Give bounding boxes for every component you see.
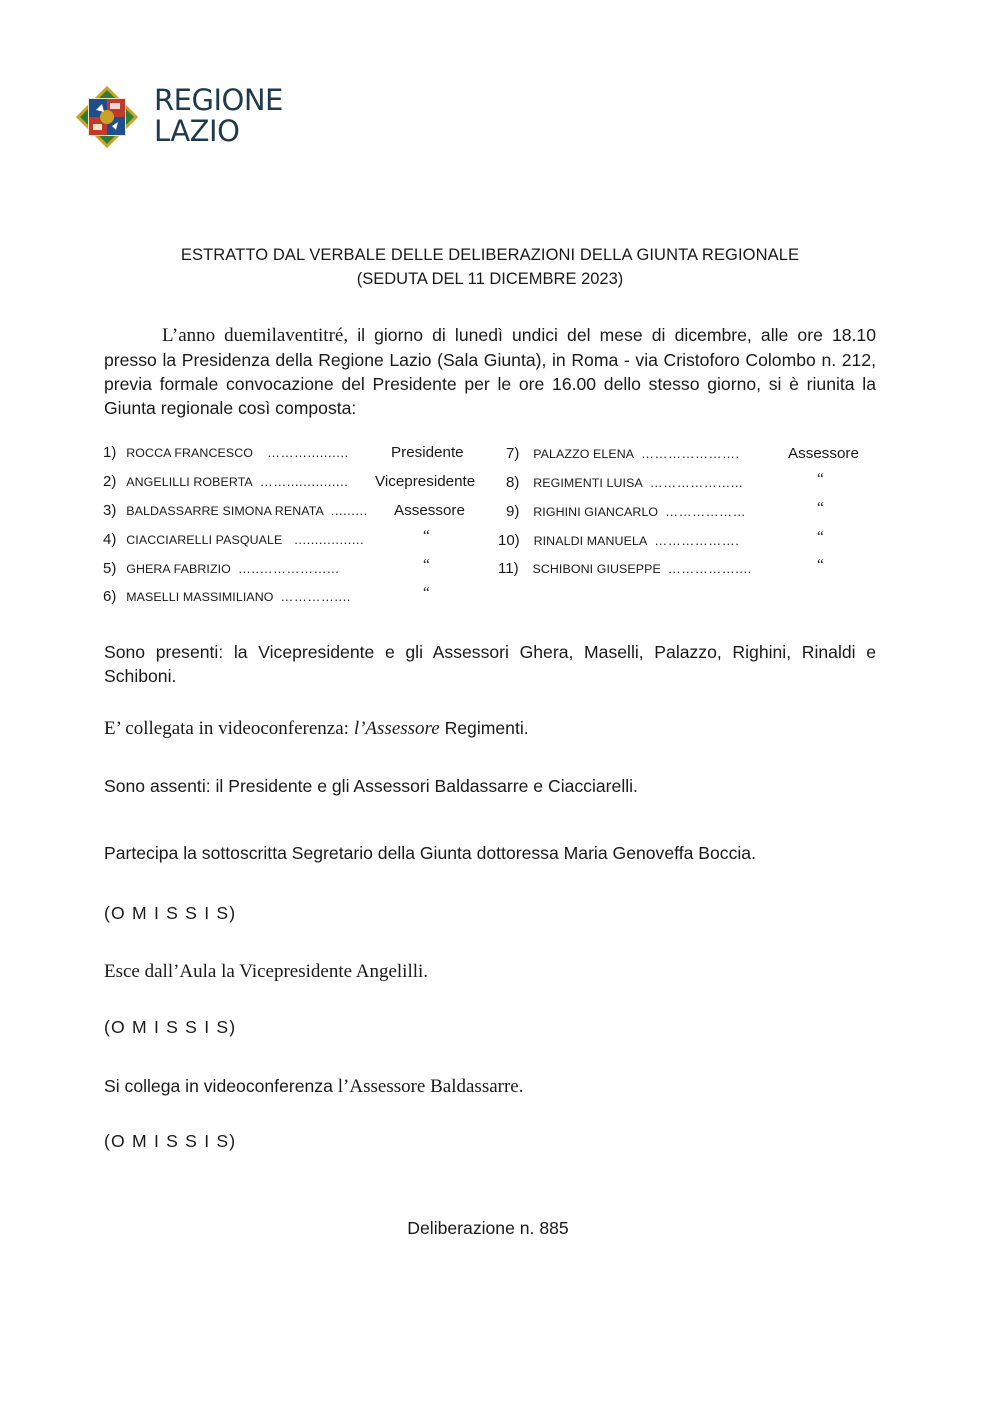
member-row (506, 470, 824, 491)
member-number: 8) (506, 474, 520, 491)
member-name: SCHIBONI GIUSEPPE (532, 562, 661, 576)
member-name: MASELLI MASSIMILIANO (126, 590, 274, 604)
logo-line-1: REGIONE (154, 83, 283, 117)
member-name: ANGELILLI ROBERTA (126, 475, 253, 489)
member-name: REGIMENTI LUISA (533, 476, 643, 490)
intro-text: il giorno di lunedì undici del mese di dicembre, alle ore 18.10 presso la Presidenza della Regione Lazio (Sala Giunta), in Roma - via Cristoforo Colombo n. 212, previa formale convocazione del Presidente per le ore 16.00 dello stesso giorno, si è riunita la Giunta regionale così composta: (104, 325, 876, 418)
partecipa-paragraph: Partecipa la sottoscritta Segretario della Giunta dottoressa Maria Genoveffa Boccia. (104, 843, 756, 863)
intro-lead: L’anno duemilaventitré, (162, 325, 349, 346)
member-dots: …………………. (641, 446, 740, 461)
member-dots: ……….......... (266, 445, 349, 460)
collegata-role: l’Assessore (353, 718, 440, 739)
session-date: (SEDUTA DEL 11 DICEMBRE 2023) (356, 270, 624, 288)
member-name: PALAZZO ELENA (533, 447, 635, 461)
regione-lazio-emblem (76, 86, 138, 148)
deliberazione-number: Deliberazione n. 885 (407, 1218, 569, 1238)
member-role: “ (817, 470, 824, 487)
member-number: 10) (498, 532, 520, 549)
member-row (506, 445, 859, 462)
member-name: GHERA FABRIZIO (126, 562, 231, 576)
member-number: 9) (506, 503, 520, 520)
member-name: BALDASSARRE SIMONA RENATA (126, 504, 324, 518)
member-dots: ……………… (665, 504, 747, 519)
document-title: ESTRATTO DAL VERBALE DELLE DELIBERAZIONI DELLA GIUNTA REGIONALE (180, 246, 800, 264)
member-name: RINALDI MANUELA (533, 534, 648, 548)
member-number: 5) (103, 560, 117, 577)
collegata-lead: E’ collegata in videoconferenza: (104, 718, 349, 739)
presenti-paragraph: Sono presenti: la Vicepresidente e gli Assessori Ghera, Maselli, Palazzo, Righini, Rinaldi e Schiboni. (104, 642, 876, 686)
member-dots: ................. (294, 532, 365, 547)
member-row (103, 502, 465, 519)
omissis-2: (O M I S S I S) (104, 1017, 237, 1037)
esce-paragraph: Esce dall’Aula la Vicepresidente Angelilli. (104, 961, 429, 982)
member-role: Vicepresidente (375, 473, 476, 490)
member-role: “ (423, 527, 430, 544)
member-role: “ (423, 584, 430, 601)
member-role: “ (423, 556, 430, 573)
member-number: 11) (498, 560, 519, 577)
member-role: “ (817, 556, 824, 573)
member-number: 3) (103, 502, 117, 519)
omissis-1: (O M I S S I S) (104, 903, 237, 923)
member-row (103, 556, 430, 577)
member-role: Assessore (788, 445, 859, 462)
member-name: CIACCIARELLI PASQUALE (126, 533, 283, 547)
member-number: 1) (103, 444, 117, 461)
omissis-3: (O M I S S I S) (104, 1131, 237, 1151)
collega-lead: Si collega in videoconferenza (104, 1076, 333, 1096)
intro-paragraph (104, 323, 876, 420)
member-row (103, 584, 430, 605)
member-name: ROCCA FRANCESCO (126, 446, 254, 460)
collega-paragraph (104, 1074, 876, 1099)
member-dots: …..……………... (237, 561, 340, 576)
member-dots: ………………. (654, 533, 740, 548)
member-dots: ………………... (649, 475, 744, 490)
member-row (103, 527, 430, 548)
member-number: 6) (103, 588, 117, 605)
member-dots: ………….... (280, 589, 351, 604)
member-row (103, 444, 464, 461)
member-number: 2) (103, 473, 117, 490)
collega-rest: l’Assessore Baldassarre. (337, 1076, 524, 1097)
member-dots: ……............... (259, 474, 349, 489)
member-dots: …………….... (667, 561, 752, 576)
logo-wordmark (154, 83, 283, 148)
member-row (506, 499, 824, 520)
member-role: Assessore (394, 502, 465, 519)
member-role: Presidente (391, 444, 464, 461)
logo-line-2: LAZIO (154, 114, 240, 148)
member-number: 7) (506, 445, 520, 462)
member-row (103, 473, 476, 490)
member-role: “ (817, 528, 824, 545)
member-row (498, 556, 824, 577)
collegata-paragraph (104, 716, 876, 741)
member-dots: ......... (330, 503, 368, 518)
member-row (498, 528, 824, 549)
member-role: “ (817, 499, 824, 516)
assenti-paragraph: Sono assenti: il Presidente e gli Assessori Baldassarre e Ciacciarelli. (104, 776, 638, 796)
member-number: 4) (103, 531, 117, 548)
member-name: RIGHINI GIANCARLO (533, 505, 659, 519)
collegata-name: Regimenti. (444, 718, 529, 738)
